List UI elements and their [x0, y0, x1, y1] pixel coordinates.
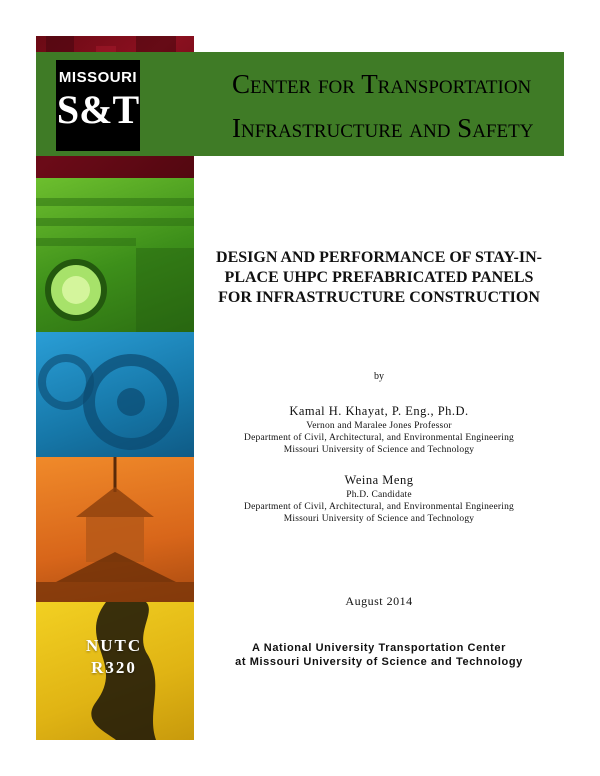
- report-title: DESIGN AND PERFORMANCE OF STAY-IN-PLACE UHPC PREFABRICATED PANELS FOR INFRASTRUCTURE CONSTRUCTION: [216, 249, 542, 306]
- strip-green-photo: [36, 178, 194, 332]
- author-role: Ph.D. Candidate: [346, 490, 412, 500]
- missouri-st-logo: [56, 60, 140, 151]
- logo-top-text: MISSOURI: [58, 69, 138, 86]
- badge-line1: NUTC: [86, 636, 143, 655]
- footer-line2: at Missouri University of Science and Technology: [235, 656, 523, 668]
- footer-line1: A National University Transportation Center: [252, 642, 506, 654]
- by-label: by: [374, 371, 384, 382]
- orange-cupola-image: [36, 457, 194, 602]
- author-university: Missouri University of Science and Technology: [283, 445, 475, 455]
- author-block-2: [214, 472, 544, 525]
- green-arch-image: [36, 178, 194, 332]
- report-date: August 2014: [345, 594, 413, 608]
- badge-line2: R320: [91, 658, 137, 677]
- footer-text: [214, 641, 544, 669]
- author-block-1: [214, 403, 544, 456]
- author-department: Department of Civil, Architectural, and Environmental Engineering: [244, 502, 514, 512]
- center-title: [232, 62, 562, 150]
- center-title-line1: Center for Transportation: [232, 69, 532, 99]
- author-university: Missouri University of Science and Technology: [283, 514, 475, 524]
- nutc-report-badge: [86, 635, 142, 679]
- author-role: Vernon and Maralee Jones Professor: [306, 421, 452, 431]
- author-department: Department of Civil, Architectural, and Environmental Engineering: [244, 433, 514, 443]
- strip-orange-photo: [36, 457, 194, 602]
- center-title-line2: Infrastructure and Safety: [232, 113, 534, 143]
- strip-blue-photo: [36, 332, 194, 457]
- blue-gear-image: [36, 332, 194, 457]
- author-name: Kamal H. Khayat, P. Eng., Ph.D.: [289, 404, 469, 418]
- author-name: Weina Meng: [344, 473, 414, 487]
- logo-main-text: S&T: [56, 87, 140, 132]
